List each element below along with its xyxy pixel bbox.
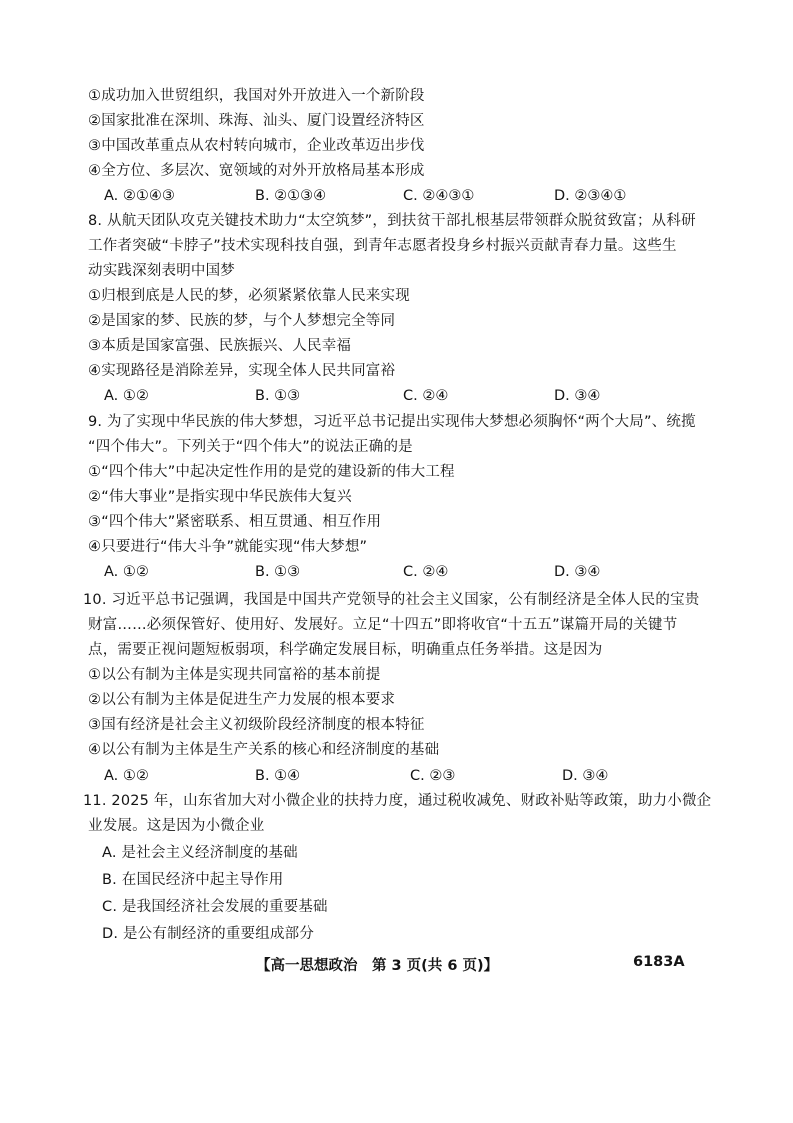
- paper-code: 6183A: [633, 954, 685, 970]
- q8-item-3: ③本质是国家富强、民族振兴、人民幸福: [88, 338, 352, 354]
- q10-option-d: D. ③④: [562, 768, 609, 784]
- q10-item-1: ①以公有制为主体是实现共同富裕的基本前提: [88, 667, 381, 683]
- q7-item-2: ②国家批准在深圳、珠海、汕头、厦门设置经济特区: [88, 113, 425, 129]
- q10-item-2: ②以公有制为主体是促进生产力发展的根本要求: [88, 692, 396, 708]
- q11-stem-line-2: 业发展。这是因为小微企业: [88, 818, 265, 834]
- q8-item-4: ④实现路径是消除差异，实现全体人民共同富裕: [88, 363, 396, 379]
- q7-option-a: A. ②①④③: [104, 188, 175, 204]
- q8-stem-line-3: 动实践深刻表明中国梦: [88, 263, 235, 279]
- q9-option-b: B. ①③: [255, 564, 301, 580]
- q7-item-3: ③中国改革重点从农村转向城市，企业改革迈出步伐: [88, 138, 425, 154]
- q10-option-c: C. ②③: [410, 768, 456, 784]
- q8-item-1: ①归根到底是人民的梦，必须紧紧依靠人民来实现: [88, 288, 410, 304]
- q7-option-c: C. ②④③①: [403, 188, 475, 204]
- q9-item-4: ④只要进行“伟大斗争”就能实现“伟大梦想”: [88, 539, 368, 555]
- q8-option-a: A. ①②: [104, 388, 149, 404]
- q10-stem-line-3: 点，需要正视问题短板弱项，科学确定发展目标，明确重点任务举措。这是因为: [88, 642, 603, 658]
- q9-stem-line-2: “四个伟大”。下列关于“四个伟大”的说法正确的是: [88, 439, 413, 455]
- q9-item-3: ③“四个伟大”紧密联系、相互贯通、相互作用: [88, 514, 382, 530]
- q7-option-b: B. ②①③④: [255, 188, 327, 204]
- q8-option-d: D. ③④: [554, 388, 601, 404]
- q10-item-4: ④以公有制为主体是生产关系的核心和经济制度的基础: [88, 742, 440, 758]
- q7-item-4: ④全方位、多层次、宽领域的对外开放格局基本形成: [88, 163, 425, 179]
- q10-stem-line-1: 10. 习近平总书记强调，我国是中国共产党领导的社会主义国家，公有制经济是全体人民的宝贵: [83, 592, 700, 608]
- q11-choice-c: C. 是我国经济社会发展的重要基础: [102, 899, 328, 915]
- q8-item-2: ②是国家的梦、民族的梦，与个人梦想完全等同: [88, 313, 396, 329]
- q9-option-d: D. ③④: [554, 564, 601, 580]
- q9-stem-line-1: 9. 为了实现中华民族的伟大梦想，习近平总书记提出实现伟大梦想必须胸怀“两个大局”、统揽: [88, 414, 696, 430]
- q11-choice-d: D. 是公有制经济的重要组成部分: [102, 926, 315, 942]
- q9-item-1: ①“四个伟大”中起决定性作用的是党的建设新的伟大工程: [88, 464, 455, 480]
- q9-item-2: ②“伟大事业”是指实现中华民族伟大复兴: [88, 489, 352, 505]
- q11-choice-b: B. 在国民经济中起主导作用: [102, 872, 284, 888]
- q9-option-a: A. ①②: [104, 564, 149, 580]
- q11-choice-a: A. 是社会主义经济制度的基础: [102, 845, 298, 861]
- q7-option-d: D. ②③④①: [554, 188, 627, 204]
- q8-stem-line-2: 工作者突破“卡脖子”技术实现科技自强，到青年志愿者投身乡村振兴贡献青春力量。这些生: [88, 238, 677, 254]
- q10-item-3: ③国有经济是社会主义初级阶段经济制度的根本特征: [88, 717, 425, 733]
- q11-stem-line-1: 11. 2025 年，山东省加大对小微企业的扶持力度，通过税收减免、财政补贴等政策，助力小微企: [83, 793, 712, 809]
- q10-option-a: A. ①②: [104, 768, 149, 784]
- q7-item-1: ①成功加入世贸组织，我国对外开放进入一个新阶段: [88, 88, 425, 104]
- q8-option-b: B. ①③: [255, 388, 301, 404]
- q8-stem-line-1: 8. 从航天团队攻克关键技术助力“太空筑梦”，到扶贫干部扎根基层带领群众脱贫致富；从科研: [88, 213, 696, 229]
- q9-option-c: C. ②④: [403, 564, 449, 580]
- page-footer-info: 【高一思想政治 第 3 页(共 6 页)】: [256, 958, 499, 974]
- q8-option-c: C. ②④: [403, 388, 449, 404]
- q10-stem-line-2: 财富……必须保管好、使用好、发展好。立足“十四五”即将收官“十五五”谋篇开局的关键节: [88, 617, 678, 633]
- q10-option-b: B. ①④: [255, 768, 301, 784]
